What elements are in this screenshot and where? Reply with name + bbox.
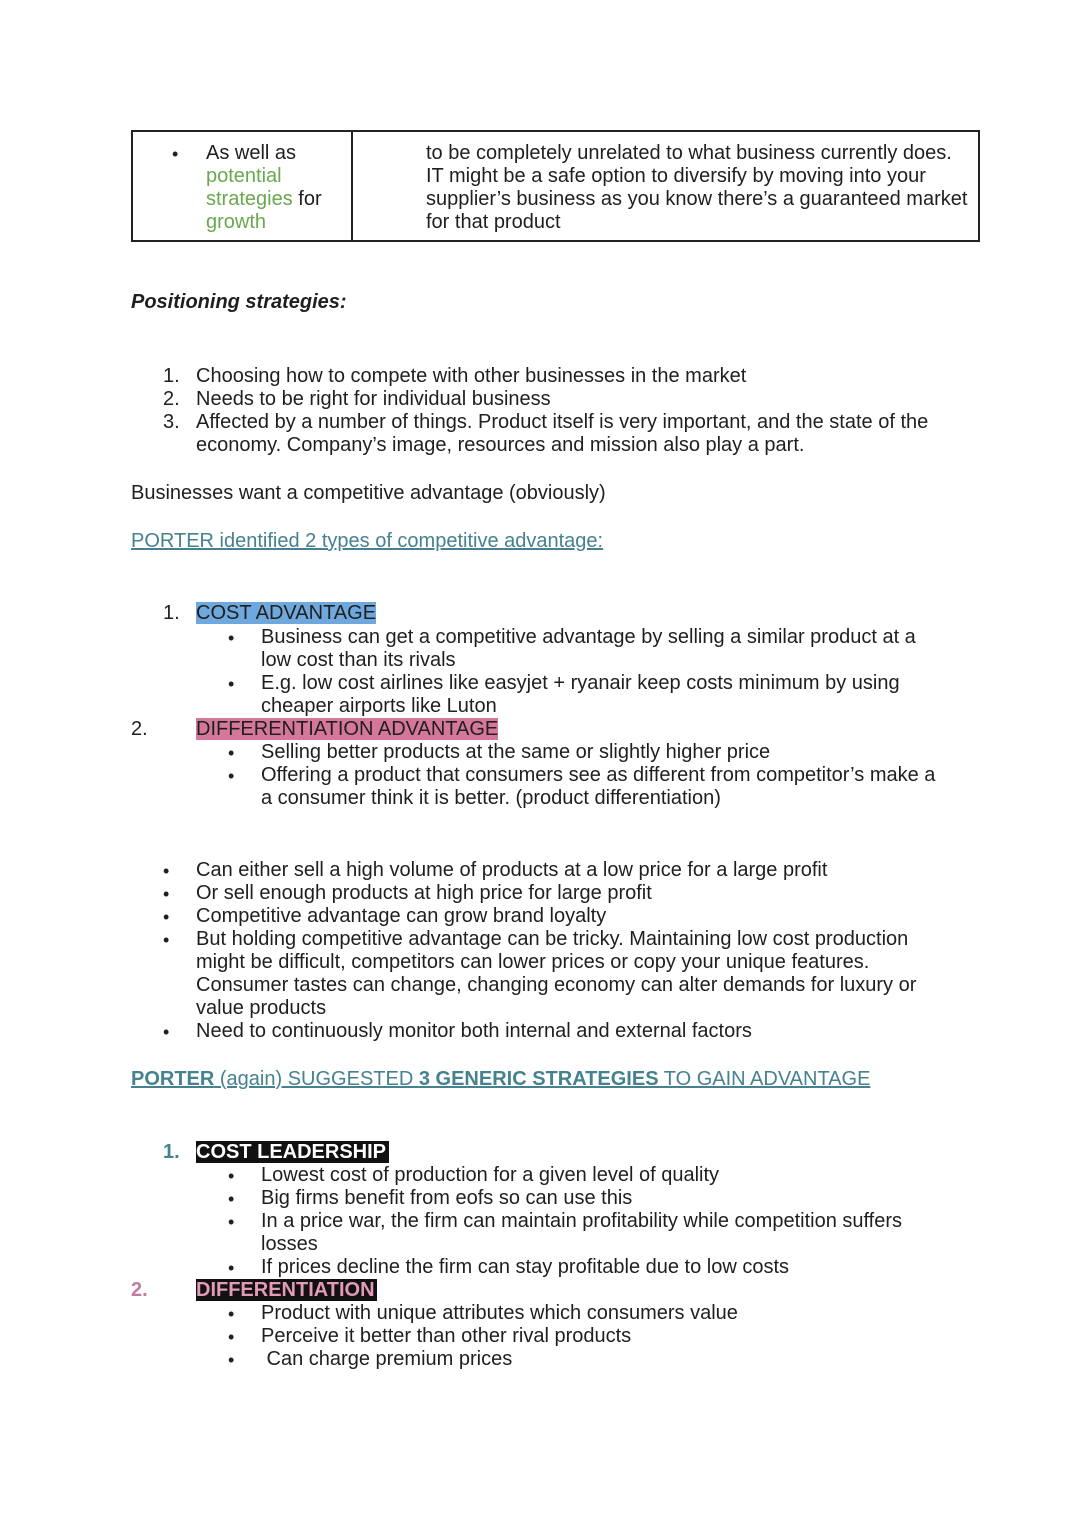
porter-strategies-link[interactable] (131, 1068, 870, 1091)
table-left-line: for (298, 188, 322, 210)
bullet: • (172, 144, 179, 164)
table-right-line: to be completely unrelated to what business currently does. (426, 142, 952, 164)
list-number: 2. (131, 718, 148, 740)
porter-types-link[interactable]: PORTER identified 2 types of competitive advantage: (131, 530, 604, 552)
bullet: • (228, 1327, 235, 1347)
bullet-text: Selling better products at the same or slightly higher price (261, 741, 771, 763)
bullet-text: In a price war, the firm can maintain profitability while competition suffers (261, 1210, 903, 1232)
link-part: TO GAIN ADVANTAGE (658, 1068, 871, 1090)
bullet-text-cont: cheaper airports like Luton (261, 695, 497, 717)
bullet-text: Business can get a competitive advantage by selling a similar product at a (261, 626, 916, 648)
bullet: • (228, 1304, 235, 1324)
bullet-text-cont: Consumer tastes can change, changing economy can alter demands for luxury or (196, 974, 917, 996)
list-item: Needs to be right for individual business (196, 388, 551, 410)
table-right-line: for that product (426, 211, 561, 233)
bullet-text-cont: value products (196, 997, 327, 1019)
bullet-text-cont: a consumer think it is better. (product differentiation) (261, 787, 721, 809)
bullet-text-cont: losses (261, 1233, 318, 1255)
bullet: • (228, 1258, 235, 1278)
bullet-text: Need to continuously monitor both internal and external factors (196, 1020, 752, 1042)
list-number: 1. (163, 365, 180, 387)
link-part: (again) SUGGESTED (214, 1068, 419, 1090)
bullet-text: Can either sell a high volume of products at a low price for a large profit (196, 859, 828, 881)
bullet-text-cont: might be difficult, competitors can lower prices or copy your unique features. (196, 951, 870, 973)
list-number: 3. (163, 411, 180, 433)
table-right-line: supplier’s business as you know there’s a guaranteed market (426, 188, 968, 210)
bullet: • (228, 743, 235, 763)
list-item: Choosing how to compete with other businesses in the market (196, 365, 747, 387)
competitive-line: Businesses want a competitive advantage (obviously) (131, 482, 606, 504)
list-number: 2. (131, 1279, 148, 1301)
table-left-line: growth (206, 211, 267, 233)
bullet-text: Product with unique attributes which consumers value (261, 1302, 738, 1324)
bullet: • (228, 1212, 235, 1232)
bullet: • (228, 628, 235, 648)
list-number: 1. (163, 602, 180, 624)
bullet-text-cont: low cost than its rivals (261, 649, 456, 671)
differentiation-title: DIFFERENTIATION (196, 1279, 375, 1301)
cost-leadership-title: COST LEADERSHIP (196, 1141, 389, 1163)
link-part: PORTER (131, 1068, 215, 1090)
bullet: • (228, 1166, 235, 1186)
bullet-text: Or sell enough products at high price for large profit (196, 882, 652, 904)
bullet: • (228, 766, 235, 786)
positioning-heading: Positioning strategies: (131, 291, 347, 313)
table-right-line: IT might be a safe option to diversify by moving into your (426, 165, 926, 187)
bullet-text: Big firms benefit from eofs so can use this (261, 1187, 633, 1209)
bullet-text: Can charge premium prices (261, 1348, 513, 1370)
bullet: • (163, 861, 170, 881)
table-left-line: As well as (206, 142, 297, 164)
cost-advantage-title: COST ADVANTAGE (196, 602, 377, 624)
bullet: • (228, 1189, 235, 1209)
list-number: 1. (163, 1141, 180, 1163)
bullet: • (163, 884, 170, 904)
table-divider (351, 130, 353, 242)
bullet-text: Offering a product that consumers see as different from competitor’s make a (261, 764, 936, 786)
bullet-text: Competitive advantage can grow brand loyalty (196, 905, 607, 927)
bullet: • (228, 1350, 235, 1370)
table-right-cell (426, 142, 967, 234)
table-left-cell (206, 142, 322, 234)
list-item-cont: economy. Company’s image, resources and mission also play a part. (196, 434, 805, 456)
bullet-text: Perceive it better than other rival products (261, 1325, 632, 1347)
list-item: Affected by a number of things. Product itself is very important, and the state of the (196, 411, 929, 433)
bullet-text: If prices decline the firm can stay profitable due to low costs (261, 1256, 790, 1278)
bullet-text: Lowest cost of production for a given level of quality (261, 1164, 720, 1186)
bullet: • (228, 674, 235, 694)
bullet: • (163, 1022, 170, 1042)
table-left-line: potential (206, 165, 282, 187)
list-number: 2. (163, 388, 180, 410)
bullet: • (163, 930, 170, 950)
link-part: 3 GENERIC STRATEGIES (418, 1068, 659, 1090)
table-left-line: strategies (206, 188, 293, 210)
bullet: • (163, 907, 170, 927)
bullet-text: E.g. low cost airlines like easyjet + ryanair keep costs minimum by using (261, 672, 900, 694)
bullet-text: But holding competitive advantage can be tricky. Maintaining low cost production (196, 928, 909, 950)
differentiation-advantage-title: DIFFERENTIATION ADVANTAGE (196, 718, 499, 740)
